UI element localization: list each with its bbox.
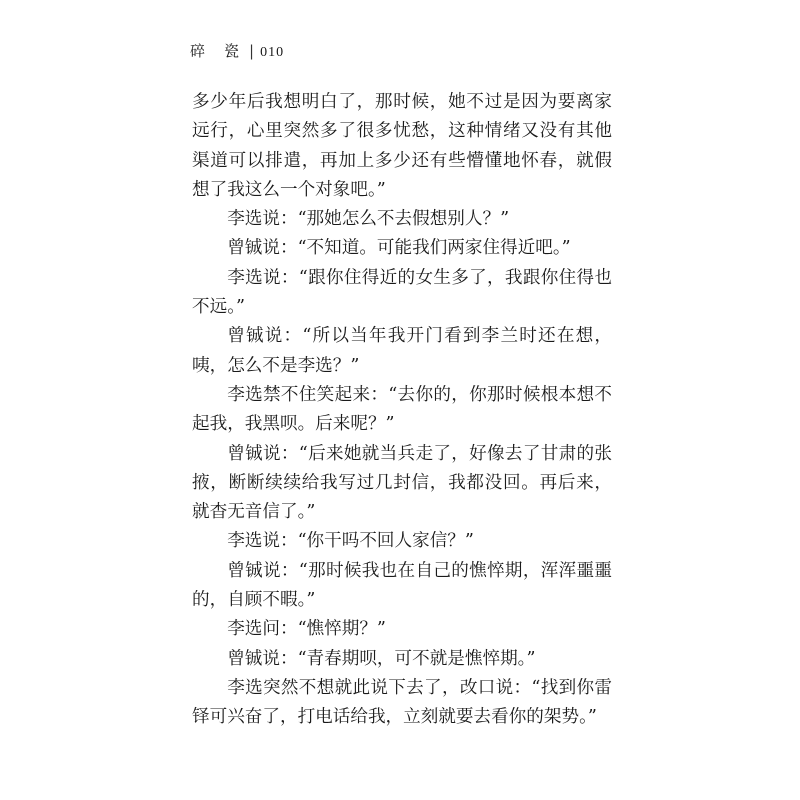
paragraph: 曾铖说：“所以当年我开门看到李兰时还在想，咦，怎么不是李选？” bbox=[192, 326, 612, 376]
paragraph: 曾铖说：“青春期呗，可不就是憔悴期。” bbox=[227, 648, 536, 669]
paragraph: 李选说：“那她怎么不去假想别人？” bbox=[227, 209, 510, 230]
paragraph: 曾铖说：“后来她就当兵走了，好像去了甘肃的张掖，断断续续给我写过几封信，我都没回。再后来，就杳无音信了。” bbox=[192, 443, 612, 523]
paragraph: 李选说：“你干吗不回人家信？” bbox=[227, 531, 474, 552]
page-body bbox=[192, 88, 612, 733]
paragraph: 李选说：“跟你住得近的女生多了，我跟你住得也不远。” bbox=[192, 267, 612, 318]
paragraph: 李选突然不想就此说下去了，改口说：“找到你雷铎可兴奋了，打电话给我，立刻就要去看你的架势。” bbox=[192, 677, 612, 728]
paragraph: 李选禁不住笑起来：“去你的，你那时候根本想不起我，我黑呗。后来呢？” bbox=[192, 384, 612, 435]
running-header bbox=[190, 40, 284, 61]
paragraph: 李选问：“憔悴期？” bbox=[227, 619, 386, 640]
header-separator: | bbox=[249, 42, 257, 60]
paragraph: 多少年后我想明白了，那时候，她不过是因为要离家远行，心里突然多了很多忧愁，这种情绪又没有其他渠道可以排遣，再加上多少还有些懵懂地怀春，就假想了我这么一个对象吧。” bbox=[192, 92, 612, 200]
paragraph: 曾铖说：“那时候我也在自己的憔悴期，浑浑噩噩的，自顾不暇。” bbox=[192, 560, 612, 611]
book-title: 碎 瓷 bbox=[190, 42, 242, 60]
page-number: 010 bbox=[260, 45, 285, 60]
paragraph: 曾铖说：“不知道。可能我们两家住得近吧。” bbox=[227, 238, 571, 259]
